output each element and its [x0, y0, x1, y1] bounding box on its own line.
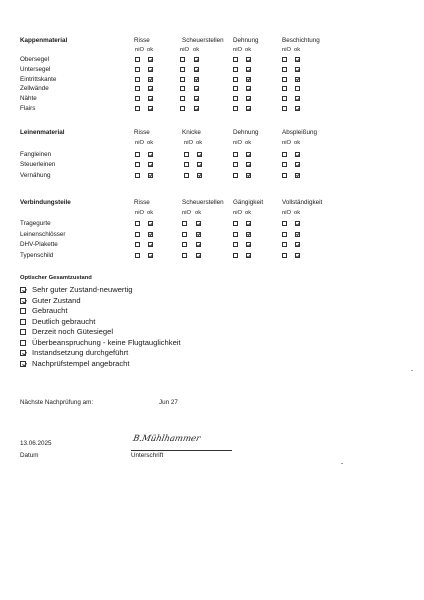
- row-label: Steuerleinen: [20, 161, 56, 169]
- ok-checkbox[interactable]: [148, 86, 153, 91]
- nio-checkbox[interactable]: [135, 57, 140, 62]
- nio-checkbox[interactable]: [233, 221, 238, 226]
- ok-checkbox[interactable]: [295, 96, 300, 101]
- nio-checkbox[interactable]: [135, 253, 140, 258]
- nio-checkbox[interactable]: [282, 106, 287, 111]
- section-title: Kappenmaterial: [20, 37, 68, 44]
- nio-checkbox[interactable]: [282, 253, 287, 258]
- subheader-ok: ok: [193, 47, 200, 53]
- condition-label: Nachprüfstempel angebracht: [32, 358, 130, 368]
- next-inspection-value: Jun 27: [159, 399, 178, 406]
- column-header: Risse: [134, 199, 150, 206]
- column-header: Vollständigkeit: [282, 199, 323, 206]
- date-label: Datum: [20, 452, 39, 459]
- ok-checkbox[interactable]: [295, 152, 300, 157]
- scan-speck: [341, 463, 343, 464]
- ok-checkbox[interactable]: [197, 162, 202, 167]
- nio-checkbox[interactable]: [233, 77, 238, 82]
- nio-checkbox[interactable]: [282, 67, 287, 72]
- nio-checkbox[interactable]: [282, 77, 287, 82]
- nio-checkbox[interactable]: [182, 221, 187, 226]
- column-header: Dehnung: [233, 37, 259, 44]
- nio-checkbox[interactable]: [180, 57, 185, 62]
- ok-checkbox[interactable]: [194, 86, 199, 91]
- subheader-nio: niO: [182, 210, 192, 216]
- nio-checkbox[interactable]: [282, 232, 287, 237]
- nio-checkbox[interactable]: [233, 57, 238, 62]
- row-label: Eintrittskante: [20, 75, 57, 83]
- section-title: Leinenmaterial: [20, 129, 65, 136]
- row-label: Vernähung: [20, 171, 51, 179]
- column-header: Gängigkeit: [233, 199, 264, 206]
- nio-checkbox[interactable]: [233, 162, 238, 167]
- subheader-nio: niO: [180, 47, 190, 53]
- nio-checkbox[interactable]: [184, 152, 189, 157]
- signature: B.Mühlhammer: [131, 434, 202, 444]
- condition-label: Gebraucht: [32, 306, 68, 315]
- subheader-nio: niO: [135, 140, 145, 146]
- nio-checkbox[interactable]: [233, 232, 238, 237]
- ok-checkbox[interactable]: [194, 77, 199, 82]
- nio-checkbox[interactable]: [282, 152, 287, 157]
- row-label: Tragegurte: [20, 220, 51, 227]
- column-header: Dehnung: [233, 129, 259, 136]
- condition-checkbox[interactable]: [20, 298, 26, 304]
- subheader-ok: ok: [245, 47, 252, 53]
- ok-checkbox[interactable]: [246, 173, 251, 178]
- subheader-ok: ok: [245, 210, 252, 216]
- ok-checkbox[interactable]: [148, 152, 153, 157]
- ok-checkbox[interactable]: [246, 242, 251, 247]
- nio-checkbox[interactable]: [282, 242, 287, 247]
- nio-checkbox[interactable]: [233, 173, 238, 178]
- subheader-ok: ok: [147, 210, 154, 216]
- column-header: Knicke: [182, 129, 201, 136]
- ok-checkbox[interactable]: [148, 242, 153, 247]
- ok-checkbox[interactable]: [295, 253, 300, 258]
- subheader-ok: ok: [294, 210, 301, 216]
- column-header: Beschichtung: [282, 37, 320, 44]
- condition-checkbox[interactable]: [20, 350, 26, 356]
- date-value: 13.06.2025: [20, 440, 52, 447]
- nio-checkbox[interactable]: [233, 67, 238, 72]
- subheader-nio: niO: [282, 47, 292, 53]
- row-label: Leinenschlösser: [20, 230, 66, 238]
- ok-checkbox[interactable]: [148, 106, 153, 111]
- column-header: Scheuerstellen: [182, 199, 224, 206]
- condition-label: Guter Zustand: [32, 295, 81, 305]
- signature-label: Unterschrift: [131, 452, 164, 459]
- nio-checkbox[interactable]: [233, 152, 238, 157]
- ok-checkbox[interactable]: [246, 162, 251, 167]
- ok-checkbox[interactable]: [196, 253, 201, 258]
- ok-checkbox[interactable]: [246, 77, 251, 82]
- nio-checkbox[interactable]: [135, 96, 140, 101]
- subheader-ok: ok: [196, 140, 203, 146]
- ok-checkbox[interactable]: [246, 232, 251, 237]
- nio-checkbox[interactable]: [135, 221, 140, 226]
- nio-checkbox[interactable]: [182, 253, 187, 258]
- subheader-nio: niO: [282, 210, 292, 216]
- subheader-nio: niO: [233, 210, 243, 216]
- nio-checkbox[interactable]: [184, 162, 189, 167]
- ok-checkbox[interactable]: [197, 152, 202, 157]
- nio-checkbox[interactable]: [184, 173, 189, 178]
- row-label: Flairs: [20, 105, 36, 112]
- ok-checkbox[interactable]: [246, 96, 251, 101]
- column-header: Abspleißung: [282, 129, 318, 136]
- ok-checkbox[interactable]: [194, 57, 199, 62]
- ok-checkbox[interactable]: [197, 173, 202, 178]
- ok-checkbox[interactable]: [295, 86, 300, 91]
- nio-checkbox[interactable]: [180, 67, 185, 72]
- ok-checkbox[interactable]: [148, 67, 153, 72]
- ok-checkbox[interactable]: [148, 57, 153, 62]
- row-label: Typenschild: [20, 251, 54, 259]
- ok-checkbox[interactable]: [194, 96, 199, 101]
- nio-checkbox[interactable]: [135, 162, 140, 167]
- subheader-nio: niO: [282, 140, 292, 146]
- nio-checkbox[interactable]: [282, 162, 287, 167]
- condition-label: Sehr guter Zustand-neuwertig: [32, 285, 133, 294]
- nio-checkbox[interactable]: [135, 106, 140, 111]
- ok-checkbox[interactable]: [295, 67, 300, 72]
- nio-checkbox[interactable]: [135, 232, 140, 237]
- ok-checkbox[interactable]: [194, 67, 199, 72]
- nio-checkbox[interactable]: [233, 253, 238, 258]
- nio-checkbox[interactable]: [135, 86, 140, 91]
- nio-checkbox[interactable]: [233, 106, 238, 111]
- ok-checkbox[interactable]: [196, 232, 201, 237]
- ok-checkbox[interactable]: [246, 221, 251, 226]
- condition-checkbox[interactable]: [20, 361, 26, 367]
- ok-checkbox[interactable]: [295, 221, 300, 226]
- row-label: Zellwände: [20, 85, 49, 93]
- condition-checkbox[interactable]: [20, 319, 26, 325]
- ok-checkbox[interactable]: [246, 152, 251, 157]
- row-label: DHV-Plakette: [20, 241, 58, 249]
- condition-checkbox[interactable]: [20, 308, 26, 314]
- ok-checkbox[interactable]: [295, 232, 300, 237]
- ok-checkbox[interactable]: [295, 242, 300, 247]
- ok-checkbox[interactable]: [148, 162, 153, 167]
- nio-checkbox[interactable]: [233, 86, 238, 91]
- nio-checkbox[interactable]: [182, 242, 187, 247]
- column-header: Risse: [134, 37, 150, 44]
- subheader-ok: ok: [245, 140, 252, 146]
- nio-checkbox[interactable]: [180, 86, 185, 91]
- condition-label: Überbeanspruchung - keine Flugtauglichkeit: [32, 337, 181, 347]
- condition-label: Derzeit noch Gütesiegel: [32, 327, 114, 336]
- signature-line: [131, 450, 232, 451]
- subheader-ok: ok: [294, 47, 301, 53]
- nio-checkbox[interactable]: [282, 173, 287, 178]
- condition-checkbox[interactable]: [20, 287, 26, 293]
- nio-checkbox[interactable]: [135, 67, 140, 72]
- ok-checkbox[interactable]: [295, 106, 300, 111]
- subheader-ok: ok: [147, 140, 154, 146]
- ok-checkbox[interactable]: [246, 57, 251, 62]
- subheader-nio: niO: [135, 47, 145, 53]
- nio-checkbox[interactable]: [233, 242, 238, 247]
- ok-checkbox[interactable]: [246, 67, 251, 72]
- ok-checkbox[interactable]: [295, 77, 300, 82]
- ok-checkbox[interactable]: [148, 77, 153, 82]
- ok-checkbox[interactable]: [295, 162, 300, 167]
- subheader-nio: niO: [184, 140, 194, 146]
- column-header: Scheuerstellen: [182, 37, 224, 44]
- ok-checkbox[interactable]: [148, 253, 153, 258]
- nio-checkbox[interactable]: [180, 106, 185, 111]
- next-inspection-label: Nächste Nachprüfung am:: [20, 399, 94, 406]
- row-label: Nähte: [20, 95, 37, 103]
- nio-checkbox[interactable]: [135, 152, 140, 157]
- ok-checkbox[interactable]: [196, 242, 201, 247]
- ok-checkbox[interactable]: [148, 232, 153, 237]
- ok-checkbox[interactable]: [246, 86, 251, 91]
- nio-checkbox[interactable]: [135, 173, 140, 178]
- row-label: Fangleinen: [20, 151, 52, 158]
- section-title: Verbindungsteile: [20, 199, 71, 206]
- nio-checkbox[interactable]: [182, 232, 187, 237]
- subheader-nio: niO: [233, 47, 243, 53]
- ok-checkbox[interactable]: [148, 221, 153, 226]
- nio-checkbox[interactable]: [282, 221, 287, 226]
- subheader-nio: niO: [135, 210, 145, 216]
- ok-checkbox[interactable]: [148, 96, 153, 101]
- subheader-ok: ok: [147, 47, 154, 53]
- column-header: Risse: [134, 129, 150, 136]
- ok-checkbox[interactable]: [194, 106, 199, 111]
- condition-label: Instandsetzung durchgeführt: [32, 348, 129, 357]
- nio-checkbox[interactable]: [180, 77, 185, 82]
- row-label: Untersegel: [20, 65, 51, 73]
- ok-checkbox[interactable]: [246, 106, 251, 111]
- nio-checkbox[interactable]: [135, 242, 140, 247]
- ok-checkbox[interactable]: [295, 173, 300, 178]
- optical-title: Optischer Gesamtzustand: [20, 275, 92, 281]
- nio-checkbox[interactable]: [233, 96, 238, 101]
- ok-checkbox[interactable]: [295, 57, 300, 62]
- condition-label: Deutlich gebraucht: [32, 316, 96, 326]
- nio-checkbox[interactable]: [282, 96, 287, 101]
- row-label: Obersegel: [20, 56, 50, 63]
- subheader-ok: ok: [195, 210, 202, 216]
- nio-checkbox[interactable]: [180, 96, 185, 101]
- scan-speck: [411, 370, 413, 371]
- subheader-ok: ok: [294, 140, 301, 146]
- nio-checkbox[interactable]: [282, 57, 287, 62]
- ok-checkbox[interactable]: [148, 173, 153, 178]
- condition-checkbox[interactable]: [20, 329, 26, 335]
- nio-checkbox[interactable]: [282, 86, 287, 91]
- ok-checkbox[interactable]: [246, 253, 251, 258]
- subheader-nio: niO: [233, 140, 243, 146]
- condition-checkbox[interactable]: [20, 340, 26, 346]
- nio-checkbox[interactable]: [135, 77, 140, 82]
- ok-checkbox[interactable]: [196, 221, 201, 226]
